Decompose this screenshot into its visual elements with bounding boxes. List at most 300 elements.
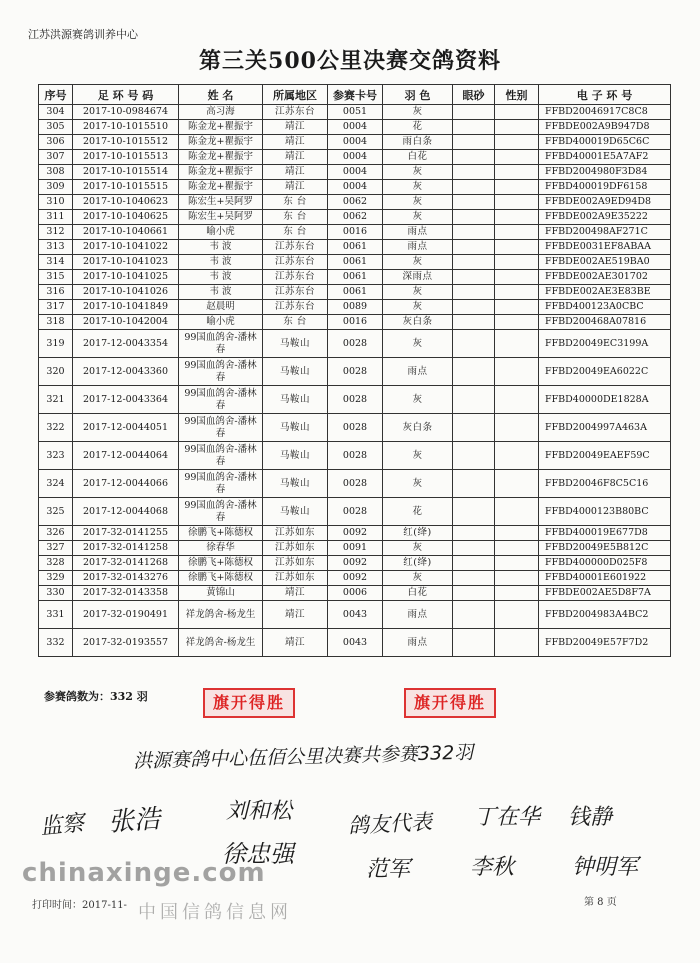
cell-sex: [495, 240, 539, 255]
cell-chip: FFBD400019E677D8: [539, 526, 671, 541]
entries-table: [38, 84, 671, 657]
cell-eye: [453, 442, 495, 470]
cell-seq: 306: [39, 135, 73, 150]
cell-seq: 316: [39, 285, 73, 300]
cell-area: 靖江: [263, 120, 328, 135]
cell-color: 灰: [383, 165, 453, 180]
cell-chip: FFBD40000DE1828A: [539, 386, 671, 414]
cell-ring: 2017-10-1042004: [73, 315, 179, 330]
cell-sex: [495, 442, 539, 470]
cell-chip: FFBD20049EAEF59C: [539, 442, 671, 470]
cell-card: 0016: [328, 315, 383, 330]
cell-ring: 2017-12-0044051: [73, 414, 179, 442]
cell-card: 0061: [328, 255, 383, 270]
cell-name: 韦 波: [179, 270, 263, 285]
cell-ring: 2017-10-1015513: [73, 150, 179, 165]
cell-ring: 2017-10-1015510: [73, 120, 179, 135]
table-row: [39, 300, 671, 315]
cell-sex: [495, 330, 539, 358]
cell-name: 喻小虎: [179, 315, 263, 330]
table-row: [39, 270, 671, 285]
cell-sex: [495, 414, 539, 442]
cell-ring: 2017-32-0141255: [73, 526, 179, 541]
column-header: 序号: [39, 85, 73, 105]
cell-chip: FFBD20046F8C5C16: [539, 470, 671, 498]
cell-name: 99国血鸽舍-潘林春: [179, 358, 263, 386]
cell-color: 白花: [383, 150, 453, 165]
table-row: [39, 601, 671, 629]
cell-name: 陈金龙+瞿振宇: [179, 165, 263, 180]
cell-area: 马鞍山: [263, 442, 328, 470]
column-header: 参赛卡号: [328, 85, 383, 105]
cell-chip: FFBD2004980F3D84: [539, 165, 671, 180]
cell-eye: [453, 195, 495, 210]
cell-color: 雨白条: [383, 135, 453, 150]
table-row: [39, 571, 671, 586]
handwritten-statement: 洪源赛鸽中心伍佰公里决赛共参赛332羽: [132, 741, 474, 773]
cell-sex: [495, 135, 539, 150]
cell-name: 徐鹏飞+陈德权: [179, 526, 263, 541]
cell-chip: FFBDE002AE3E83BE: [539, 285, 671, 300]
cell-sex: [495, 541, 539, 556]
cell-name: 陈金龙+瞿振宇: [179, 120, 263, 135]
cell-card: 0004: [328, 135, 383, 150]
cell-seq: 310: [39, 195, 73, 210]
cell-sex: [495, 255, 539, 270]
cell-card: 0062: [328, 210, 383, 225]
cell-chip: FFBD400123A0CBC: [539, 300, 671, 315]
table-row: [39, 498, 671, 526]
cell-chip: FFBD20049E57F7D2: [539, 629, 671, 657]
cell-sex: [495, 629, 539, 657]
cell-color: 雨点: [383, 225, 453, 240]
cell-seq: 329: [39, 571, 73, 586]
table-row: [39, 255, 671, 270]
cell-sex: [495, 300, 539, 315]
cell-sex: [495, 270, 539, 285]
document-title: 第三关500公里决赛交鸽资料: [199, 48, 501, 74]
cell-card: 0089: [328, 300, 383, 315]
cell-area: 江苏东台: [263, 105, 328, 120]
table-row: [39, 135, 671, 150]
cell-area: 马鞍山: [263, 386, 328, 414]
cell-ring: 2017-10-1041023: [73, 255, 179, 270]
cell-area: 东 台: [263, 225, 328, 240]
cell-sex: [495, 386, 539, 414]
cell-ring: 2017-10-1041025: [73, 270, 179, 285]
cell-area: 马鞍山: [263, 330, 328, 358]
cell-chip: FFBDE002AE301702: [539, 270, 671, 285]
cell-card: 0004: [328, 120, 383, 135]
cell-ring: 2017-10-1040625: [73, 210, 179, 225]
cell-seq: 320: [39, 358, 73, 386]
cell-area: 马鞍山: [263, 414, 328, 442]
cell-seq: 326: [39, 526, 73, 541]
cell-eye: [453, 498, 495, 526]
cell-chip: FFBD2004983A4BC2: [539, 601, 671, 629]
signature-liu: 刘和松: [226, 799, 293, 824]
table-row: [39, 386, 671, 414]
print-time: [32, 896, 127, 911]
cell-seq: 311: [39, 210, 73, 225]
cell-card: 0061: [328, 240, 383, 255]
cell-color: 灰白条: [383, 315, 453, 330]
cell-color: 灰: [383, 210, 453, 225]
cell-card: 0028: [328, 498, 383, 526]
cell-chip: FFBD2004997A463A: [539, 414, 671, 442]
cell-card: 0006: [328, 586, 383, 601]
cell-eye: [453, 571, 495, 586]
cell-ring: 2017-10-1041849: [73, 300, 179, 315]
cell-ring: 2017-10-1040623: [73, 195, 179, 210]
cell-seq: 308: [39, 165, 73, 180]
cell-chip: FFBD400000D025F8: [539, 556, 671, 571]
cell-name: 赵晨明: [179, 300, 263, 315]
cell-card: 0061: [328, 285, 383, 300]
cell-sex: [495, 150, 539, 165]
cell-area: 东 台: [263, 210, 328, 225]
cell-eye: [453, 315, 495, 330]
cell-chip: FFBDE002AE5D8F7A: [539, 586, 671, 601]
cell-ring: 2017-32-0190491: [73, 601, 179, 629]
cell-sex: [495, 165, 539, 180]
cell-eye: [453, 240, 495, 255]
entry-count-value: 332 羽: [110, 690, 148, 703]
cell-sex: [495, 180, 539, 195]
cell-area: 靖江: [263, 165, 328, 180]
cell-color: 雨点: [383, 629, 453, 657]
cell-eye: [453, 556, 495, 571]
cell-area: 江苏东台: [263, 240, 328, 255]
table-row: [39, 442, 671, 470]
cell-ring: 2017-32-0143276: [73, 571, 179, 586]
cell-color: 灰白条: [383, 414, 453, 442]
cell-eye: [453, 285, 495, 300]
page-number: 第 8 页: [584, 897, 617, 908]
cell-chip: FFBD20046917C8C8: [539, 105, 671, 120]
cell-name: 祥龙鸽舍-杨龙生: [179, 629, 263, 657]
cell-seq: 318: [39, 315, 73, 330]
cell-chip: FFBDE002A9B947D8: [539, 120, 671, 135]
cell-eye: [453, 150, 495, 165]
cell-eye: [453, 526, 495, 541]
cell-name: 陈金龙+瞿振宇: [179, 180, 263, 195]
cell-ring: 2017-12-0044064: [73, 442, 179, 470]
cell-area: 靖江: [263, 180, 328, 195]
cell-sex: [495, 195, 539, 210]
print-time-value: 2017-11-: [82, 900, 127, 911]
cell-name: 韦 波: [179, 240, 263, 255]
cell-seq: 304: [39, 105, 73, 120]
cell-eye: [453, 180, 495, 195]
cell-eye: [453, 270, 495, 285]
cell-chip: FFBDE0031EF8ABAA: [539, 240, 671, 255]
cell-eye: [453, 225, 495, 240]
cell-ring: 2017-12-0043360: [73, 358, 179, 386]
watermark-site-name: 中国信鸽信息网: [138, 902, 292, 923]
cell-card: 0091: [328, 541, 383, 556]
cell-seq: 313: [39, 240, 73, 255]
cell-card: 0004: [328, 150, 383, 165]
cell-eye: [453, 165, 495, 180]
signature-xu: 徐忠强: [222, 840, 294, 868]
cell-area: 江苏如东: [263, 526, 328, 541]
cell-color: 雨点: [383, 601, 453, 629]
cell-seq: 323: [39, 442, 73, 470]
cell-eye: [453, 120, 495, 135]
cell-card: 0043: [328, 629, 383, 657]
cell-sex: [495, 105, 539, 120]
cell-ring: 2017-10-1041026: [73, 285, 179, 300]
cell-name: 祥龙鸽舍-杨龙生: [179, 601, 263, 629]
cell-card: 0061: [328, 270, 383, 285]
cell-area: 马鞍山: [263, 470, 328, 498]
cell-ring: 2017-12-0044066: [73, 470, 179, 498]
cell-seq: 309: [39, 180, 73, 195]
cell-name: 高习海: [179, 105, 263, 120]
table-row: [39, 210, 671, 225]
cell-name: 99国血鸽舍-潘林春: [179, 414, 263, 442]
cell-card: 0016: [328, 225, 383, 240]
cell-ring: 2017-12-0043354: [73, 330, 179, 358]
cell-ring: 2017-12-0044068: [73, 498, 179, 526]
cell-sex: [495, 586, 539, 601]
cell-area: 靖江: [263, 135, 328, 150]
cell-name: 陈宏生+吴阿罗: [179, 195, 263, 210]
cell-chip: FFBD400019DF6158: [539, 180, 671, 195]
cell-color: 灰: [383, 285, 453, 300]
cell-sex: [495, 285, 539, 300]
cell-name: 陈金龙+瞿振宇: [179, 135, 263, 150]
cell-seq: 307: [39, 150, 73, 165]
cell-card: 0004: [328, 165, 383, 180]
cell-seq: 328: [39, 556, 73, 571]
cell-color: 灰: [383, 105, 453, 120]
cell-name: 黄锦山: [179, 586, 263, 601]
cell-name: 喻小虎: [179, 225, 263, 240]
cell-name: 99国血鸽舍-潘林春: [179, 470, 263, 498]
table-row: [39, 225, 671, 240]
cell-ring: 2017-12-0043364: [73, 386, 179, 414]
cell-name: 徐鹏飞+陈德权: [179, 556, 263, 571]
cell-sex: [495, 526, 539, 541]
cell-eye: [453, 541, 495, 556]
cell-area: 马鞍山: [263, 358, 328, 386]
cell-sex: [495, 315, 539, 330]
cell-color: 灰: [383, 442, 453, 470]
red-stamp-right: 旗开得胜: [404, 688, 496, 718]
table-row: [39, 315, 671, 330]
cell-seq: 327: [39, 541, 73, 556]
cell-ring: 2017-32-0141268: [73, 556, 179, 571]
cell-area: 靖江: [263, 586, 328, 601]
cell-name: 徐鹏飞+陈德权: [179, 571, 263, 586]
cell-sex: [495, 601, 539, 629]
cell-chip: FFBD20049EA6022C: [539, 358, 671, 386]
print-time-label: 打印时间：: [32, 900, 82, 911]
cell-color: 灰: [383, 300, 453, 315]
cell-eye: [453, 255, 495, 270]
cell-color: 灰: [383, 571, 453, 586]
cell-chip: FFBDE002AE519BA0: [539, 255, 671, 270]
cell-name: 陈宏生+吴阿罗: [179, 210, 263, 225]
column-header: 眼砂: [453, 85, 495, 105]
cell-seq: 315: [39, 270, 73, 285]
cell-ring: 2017-10-1040661: [73, 225, 179, 240]
cell-card: 0028: [328, 414, 383, 442]
cell-name: 韦 波: [179, 255, 263, 270]
cell-card: 0004: [328, 180, 383, 195]
cell-ring: 2017-32-0143358: [73, 586, 179, 601]
signature-supervisor: 监察: [39, 810, 86, 841]
cell-eye: [453, 135, 495, 150]
cell-seq: 317: [39, 300, 73, 315]
cell-ring: 2017-10-0984674: [73, 105, 179, 120]
cell-color: 红(绛): [383, 556, 453, 571]
cell-color: 灰: [383, 386, 453, 414]
cell-eye: [453, 414, 495, 442]
cell-card: 0043: [328, 601, 383, 629]
signature-qian: 钱静: [568, 805, 613, 830]
cell-chip: FFBD20049EC3199A: [539, 330, 671, 358]
cell-seq: 305: [39, 120, 73, 135]
cell-chip: FFBDE002A9ED94D8: [539, 195, 671, 210]
cell-card: 0051: [328, 105, 383, 120]
column-header: 足 环 号 码: [73, 85, 179, 105]
cell-name: 韦 波: [179, 285, 263, 300]
cell-area: 江苏东台: [263, 270, 328, 285]
cell-sex: [495, 210, 539, 225]
cell-area: 江苏如东: [263, 541, 328, 556]
entry-count-label: 参赛鸽数为：: [44, 690, 110, 703]
cell-card: 0028: [328, 442, 383, 470]
organization-name: 江苏洪源赛鸽训养中心: [28, 28, 138, 41]
cell-card: 0028: [328, 358, 383, 386]
cell-chip: FFBD40001E601922: [539, 571, 671, 586]
signature-fancier-representative: 鸽友代表: [347, 809, 433, 839]
signature-ding: 丁在华: [474, 805, 541, 830]
column-header: 羽 色: [383, 85, 453, 105]
column-header: 电 子 环 号: [539, 85, 671, 105]
cell-eye: [453, 105, 495, 120]
cell-seq: 312: [39, 225, 73, 240]
cell-name: 陈金龙+瞿振宇: [179, 150, 263, 165]
cell-card: 0028: [328, 470, 383, 498]
cell-card: 0062: [328, 195, 383, 210]
cell-area: 靖江: [263, 629, 328, 657]
cell-seq: 324: [39, 470, 73, 498]
cell-area: 靖江: [263, 601, 328, 629]
table-row: [39, 629, 671, 657]
cell-seq: 322: [39, 414, 73, 442]
cell-sex: [495, 470, 539, 498]
cell-eye: [453, 470, 495, 498]
cell-seq: 319: [39, 330, 73, 358]
cell-sex: [495, 498, 539, 526]
cell-eye: [453, 601, 495, 629]
cell-color: 花: [383, 120, 453, 135]
cell-color: 红(绛): [383, 526, 453, 541]
cell-chip: FFBD200498AF271C: [539, 225, 671, 240]
cell-name: 99国血鸽舍-潘林春: [179, 330, 263, 358]
cell-ring: 2017-10-1041022: [73, 240, 179, 255]
cell-color: 灰: [383, 180, 453, 195]
cell-area: 江苏如东: [263, 556, 328, 571]
cell-ring: 2017-32-0193557: [73, 629, 179, 657]
cell-chip: FFBD4000123B80BC: [539, 498, 671, 526]
cell-sex: [495, 120, 539, 135]
table-row: [39, 180, 671, 195]
cell-eye: [453, 210, 495, 225]
cell-card: 0092: [328, 571, 383, 586]
cell-chip: FFBD400019D65C6C: [539, 135, 671, 150]
table-row: [39, 358, 671, 386]
table-row: [39, 526, 671, 541]
table-row: [39, 541, 671, 556]
cell-chip: FFBD20049E5B812C: [539, 541, 671, 556]
cell-sex: [495, 225, 539, 240]
table-row: [39, 330, 671, 358]
table-row: [39, 586, 671, 601]
table-header: [39, 85, 671, 105]
cell-card: 0092: [328, 556, 383, 571]
cell-color: 雨点: [383, 358, 453, 386]
cell-color: 白花: [383, 586, 453, 601]
cell-area: 靖江: [263, 150, 328, 165]
table-row: [39, 150, 671, 165]
cell-chip: FFBD40001E5A7AF2: [539, 150, 671, 165]
table-row: [39, 120, 671, 135]
table-row: [39, 105, 671, 120]
cell-color: 灰: [383, 195, 453, 210]
cell-area: 马鞍山: [263, 498, 328, 526]
column-header: 姓 名: [179, 85, 263, 105]
cell-name: 99国血鸽舍-潘林春: [179, 442, 263, 470]
cell-area: 江苏东台: [263, 300, 328, 315]
cell-eye: [453, 586, 495, 601]
cell-ring: 2017-32-0141258: [73, 541, 179, 556]
entry-count: [44, 688, 148, 704]
table-row: [39, 414, 671, 442]
cell-card: 0028: [328, 330, 383, 358]
table-row: [39, 195, 671, 210]
table-row: [39, 470, 671, 498]
red-stamp-left: 旗开得胜: [203, 688, 295, 718]
cell-color: 深雨点: [383, 270, 453, 285]
cell-seq: 332: [39, 629, 73, 657]
cell-seq: 330: [39, 586, 73, 601]
cell-seq: 331: [39, 601, 73, 629]
cell-area: 江苏东台: [263, 255, 328, 270]
cell-name: 99国血鸽舍-潘林春: [179, 386, 263, 414]
cell-area: 江苏如东: [263, 571, 328, 586]
cell-sex: [495, 358, 539, 386]
cell-eye: [453, 358, 495, 386]
cell-eye: [453, 629, 495, 657]
signature-zhong: 钟明军: [572, 855, 639, 880]
table-row: [39, 240, 671, 255]
cell-seq: 314: [39, 255, 73, 270]
cell-color: 灰: [383, 470, 453, 498]
cell-ring: 2017-10-1015514: [73, 165, 179, 180]
cell-color: 雨点: [383, 240, 453, 255]
table-row: [39, 556, 671, 571]
cell-seq: 325: [39, 498, 73, 526]
cell-name: 徐春华: [179, 541, 263, 556]
cell-sex: [495, 556, 539, 571]
column-header: 性别: [495, 85, 539, 105]
cell-area: 东 台: [263, 315, 328, 330]
